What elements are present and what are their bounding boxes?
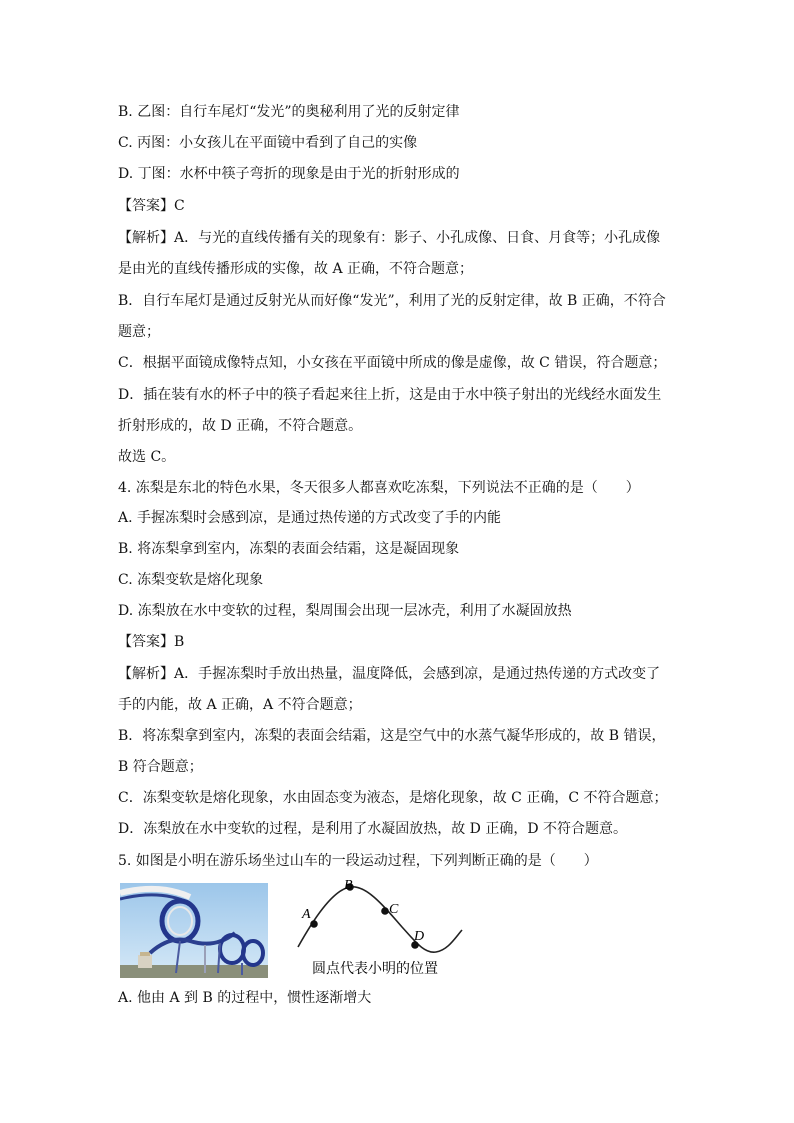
q3-analysis-line: 折射形成的，故 D 正确，不符合题意。: [118, 418, 363, 434]
q3-option-b: B. 乙图：自行车尾灯“发光”的奥秘利用了光的反射定律: [118, 104, 460, 120]
q3-analysis-line: D．插在装有水的杯子中的筷子看起来往上折，这是由于水中筷子射出的光线经水面发生: [118, 387, 662, 403]
point-label-d: D: [414, 929, 425, 944]
q3-analysis-line: 是由光的直线传播形成的实像，故 A 正确，不符合题意；: [118, 261, 474, 277]
q4-option-d: D. 冻梨放在水中变软的过程，梨周围会出现一层冰壳，利用了水凝固放热: [118, 603, 572, 619]
q4-option-a: A. 手握冻梨时会感到凉，是通过热传递的方式改变了手的内能: [118, 510, 502, 526]
diagram-caption: 圆点代表小明的位置: [312, 961, 438, 977]
q3-conclusion: 故选 C。: [118, 449, 176, 465]
position-dot-a: [310, 920, 318, 928]
q4-analysis-line: 【解析】A．手握冻梨时手放出热量，温度降低，会感到凉，是通过热传递的方式改变了: [118, 666, 661, 682]
point-label-c: C: [389, 902, 399, 917]
q5-stem: 5. 如图是小明在游乐场坐过山车的一段运动过程，下列判断正确的是（ ）: [118, 853, 598, 869]
q3-analysis-line: B．自行车尾灯是通过反射光从而好像“发光”，利用了光的反射定律，故 B 正确，不符合: [118, 293, 666, 309]
position-dot-c: [381, 907, 389, 915]
roller-coaster-photo: [120, 883, 268, 978]
q4-analysis-line: C．冻梨变软是熔化现象，水由固态变为液态，是熔化现象，故 C 正确，C 不符合题意；: [118, 790, 668, 806]
q3-option-c: C. 丙图：小女孩儿在平面镜中看到了自己的实像: [118, 135, 418, 151]
q3-analysis-line: 题意；: [118, 324, 160, 340]
q3-answer: 【答案】C: [118, 198, 185, 214]
track-curve: [298, 887, 462, 952]
q3-analysis-line: C．根据平面镜成像特点知，小女孩在平面镜中所成的像是虚像，故 C 错误，符合题意；: [118, 355, 667, 371]
q3-analysis-line: 【解析】A．与光的直线传播有关的现象有：影子、小孔成像、日食、月食等；小孔成像: [118, 230, 661, 246]
point-label-a: A: [302, 907, 311, 922]
q4-analysis-line: 手的内能，故 A 正确，A 不符合题意；: [118, 697, 362, 713]
q5-option-a: A. 他由 A 到 B 的过程中，惯性逐渐增大: [118, 990, 372, 1006]
q4-option-b: B. 将冻梨拿到室内，冻梨的表面会结霜，这是凝固现象: [118, 541, 460, 557]
q4-analysis-line: B．将冻梨拿到室内，冻梨的表面会结霜，这是空气中的水蒸气凝华形成的，故 B 错误，: [118, 728, 666, 744]
motion-diagram: [292, 872, 472, 982]
q4-answer: 【答案】B: [118, 634, 185, 650]
q4-option-c: C. 冻梨变软是熔化现象: [118, 572, 264, 588]
q4-analysis-line: D．冻梨放在水中变软的过程，是利用了水凝固放热，故 D 正确，D 不符合题意。: [118, 821, 628, 837]
q4-stem: 4. 冻梨是东北的特色水果，冬天很多人都喜欢吃冻梨，下列说法不正确的是（ ）: [118, 480, 640, 496]
point-label-b: B: [344, 878, 353, 893]
q3-option-d: D. 丁图：水杯中筷子弯折的现象是由于光的折射形成的: [118, 166, 460, 182]
q4-analysis-line: B 符合题意；: [118, 759, 203, 775]
